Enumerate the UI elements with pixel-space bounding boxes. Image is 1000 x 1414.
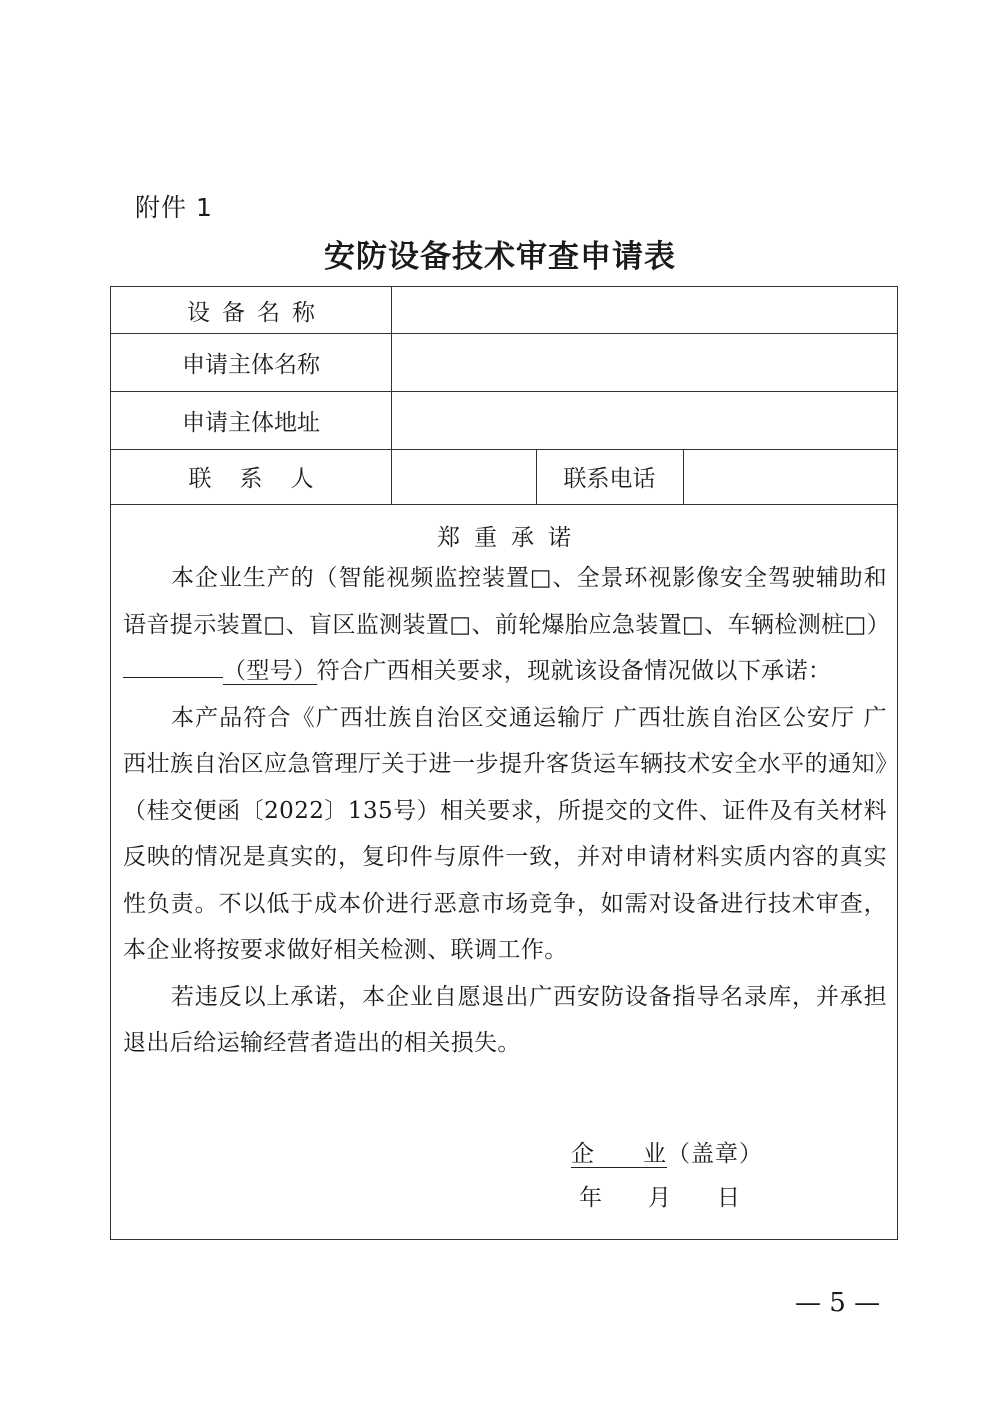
device-name-field[interactable] bbox=[392, 287, 897, 333]
contact-phone-label-cell bbox=[536, 449, 683, 504]
application-form-table bbox=[110, 286, 898, 1240]
model-blank[interactable] bbox=[123, 653, 223, 678]
applicant-name-field[interactable] bbox=[392, 333, 897, 391]
contact-person-label: 联系人 bbox=[188, 466, 342, 492]
pledge-paragraph-2: 本产品符合《广西壮族自治区交通运输厅 广西壮族自治区公安厅 广西壮族自治区应急管理厅关于进一步提升客货运车辆技术安全水平的通知》（桂交便函〔2022〕135号）相关要求，所提交的文件、证件及有关材料反映的情况是真实的，复印件与原件一致，并对申请材料实质内容的真实性负责。不以低于成本价进行恶意市场竞争，如需对设备进行技术审查，本企业将按要求做好相关检测、联调工作。 bbox=[123, 704, 887, 963]
contact-person-field[interactable] bbox=[392, 449, 536, 504]
applicant-address-label-cell bbox=[111, 391, 391, 449]
seal-note: （盖章） bbox=[667, 1141, 763, 1167]
applicant-address-label: 申请主体地址 bbox=[182, 409, 320, 436]
form-title: 安防设备技术审查申请表 bbox=[324, 239, 676, 275]
pledge-p1-part1: 本企业生产的（智能视频监控装置□、全景环视影像安全驾驶辅助和语音提示装置□、盲区监测装置□、前轮爆胎应急装置□、车辆检测桩□） bbox=[123, 565, 891, 638]
attachment-label: 附件 1 bbox=[135, 193, 213, 222]
company-label: 企 业 bbox=[571, 1141, 667, 1167]
company-seal-line bbox=[571, 1135, 763, 1168]
contact-phone-field[interactable] bbox=[684, 449, 897, 504]
device-name-label-cell bbox=[111, 287, 391, 333]
pledge-body bbox=[123, 555, 891, 1067]
contact-person-label-cell bbox=[111, 449, 391, 504]
applicant-name-label-cell bbox=[111, 333, 391, 391]
page-number: — 5 — bbox=[795, 1288, 881, 1318]
date-line: 年 月 日 bbox=[579, 1185, 740, 1211]
contact-phone-label: 联系电话 bbox=[563, 466, 656, 492]
applicant-address-field[interactable] bbox=[392, 391, 897, 449]
row-divider bbox=[111, 504, 897, 505]
device-name-label: 设备名称 bbox=[187, 299, 327, 326]
model-label: （型号） bbox=[223, 658, 317, 684]
applicant-name-label: 申请主体名称 bbox=[182, 351, 320, 378]
pledge-p1-part2: 符合广西相关要求，现就该设备情况做以下承诺： bbox=[316, 658, 832, 684]
pledge-title: 郑重承诺 bbox=[437, 525, 585, 551]
pledge-paragraph-3: 若违反以上承诺，本企业自愿退出广西安防设备指导名录库，并承担退出后给运输经营者造出的相关损失。 bbox=[123, 983, 887, 1056]
pledge-paragraph-1 bbox=[123, 555, 891, 695]
